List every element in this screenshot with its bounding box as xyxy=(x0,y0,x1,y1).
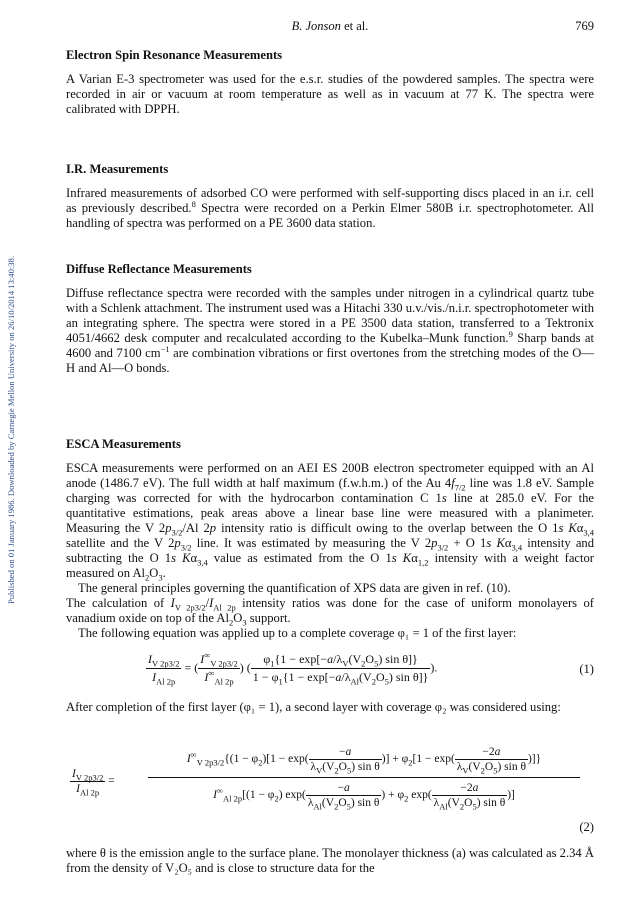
download-watermark xyxy=(4,60,18,800)
section-heading: ESCA Measurements xyxy=(66,437,181,451)
equation-2-denominator: $I^\infty_{Al 2p}[(1 - \varphi_2)$ exp( $\frac{-a}{\lambda_{Al}(V_2O_5) \sin \theta}$ ) + $\varphi_2$ exp( $\frac{-2a}{\lambda_{Al}(V_2O_5) \sin \theta}$ )] xyxy=(213,782,515,812)
running-header xyxy=(66,19,594,35)
section-esca xyxy=(66,437,594,641)
esca-paragraph-5: After completion of the first layer (φ₁ = 1), a second layer with coverage φ₂ was considered using: xyxy=(66,700,561,714)
esca-paragraph-6: where θ is the emission angle to the surface plane. The monolayer thickness (a) was calculated as 2.34 Å from the density of V₂O₅ and is close to structure data for the xyxy=(66,846,594,875)
esca-paragraph-4: The following equation was applied up to a complete coverage φ₁ = 1 of the first layer: xyxy=(78,626,517,640)
running-header-authors: B. Jonson et al. xyxy=(291,19,369,33)
reference-marker: 9 xyxy=(508,328,513,339)
equation-2-lhs: $\frac{I_{V 2p3/2}}{I_{Al 2p}}$ = xyxy=(72,768,115,798)
esca-final xyxy=(66,846,594,876)
section-heading: I.R. Measurements xyxy=(66,162,169,176)
esca-paragraph-1: ESCA measurements were performed on an AEI ES 200B electron spectrometer equipped with an Al anode (1486.7 eV). The full width at half maximum (f.w.h.m.) of the Au $4f_{7/2}$ line was 1.8 eV. Sample charging was corrected for with the hydrocarbon contamination C 1s line at 285.0 eV. For the quantitative estimations, peak areas above a linear base line were measured with a planimeter. Measuring the V $2p_{3/2}/Al$ 2p intensity ratio is difficult owing to the overlap between the O 1s $K\alpha_{3,4}$ satellite and the V $2p_{3/2}$ line. It was estimated by measuring the V $2p_{3/2} + O$ 1s $K\alpha_{3,4}$ intensity and subtracting the O 1s $K\alpha_{3,4}$ value as estimated from the O 1s $K\alpha_{1,2}$ intensity with a weight factor measured on $Al_2O_3$. xyxy=(66,461,595,583)
section-diffuse-reflectance xyxy=(66,262,594,376)
page-number: 769 xyxy=(575,19,594,33)
section-esr xyxy=(66,48,594,117)
equation-2-number: (2) xyxy=(579,820,594,834)
section-heading: Diffuse Reflectance Measurements xyxy=(66,262,252,276)
watermark-text: Published on 01 January 1986. Downloaded by Carnegie Mellon University on 26/10/2014 13:40:38. xyxy=(6,255,16,605)
equation-2 xyxy=(66,740,594,840)
equation-2-fraction xyxy=(148,746,580,812)
section-body: A Varian E-3 spectrometer was used for the e.s.r. studies of the powdered samples. The spectra were recorded in air or vacuum at room temperature as well as in vacuum at 77 K. The spectra were calibrated with DPPH. xyxy=(66,72,594,116)
equation-1-body: $\frac{I_{V 2p3/2}}{I_{Al 2p}}$ = ( $\frac{I^\infty_{V 2p3/2}}{I^\infty_{Al 2p}}$ ) ( $\frac{\varphi_1\{1 - \exp[-a/\lambda_V(V_2O_5) \sin \theta]\}}{1 - \varphi_1\{1 - \exp[-a/\lambda_{Al}(V_2O_5) \sin \theta]\}}$ ). xyxy=(148,650,438,687)
esca-paragraph-3: The calculation of $I_{V 2p3/2}/I_{Al 2p}$ intensity ratios was done for the case of uniform monolayers of vanadium oxide on top of the $Al_2O_3$ support. xyxy=(66,596,594,628)
equation-1-number: (1) xyxy=(579,662,594,676)
equation-2-numerator: $I^\infty_{V 2p3/2}\{(1 - \varphi_2)[1 - \exp$( $\frac{-a}{\lambda_V(V_2O_5) \sin \theta}$ )] + $\varphi_2[1 - \exp$( $\frac{-2a}{\lambda_V(V_2O_5) \sin \theta}$ )]} xyxy=(148,746,580,778)
section-body: Diffuse reflectance spectra were recorded with the samples under nitrogen in a cylindrical quartz tube with a Schlenk attachment. The instrument used was a Hitachi 330 u.v./vis./n.i.r. spectrophotometer with an integrating sphere. The spectra were stored in a PE 3500 data station, transferred to a Tektronix 4051/4662 desk computer and recalculated according to the Kubelka–Munk function.$^9$ Sharp bands at 4600 and 7100 $cm^{-1}$ are combination vibrations or first overtones from the stretching modes of the O—H and Al—O bonds. xyxy=(66,286,595,375)
esca-continuation xyxy=(66,700,594,715)
section-heading: Electron Spin Resonance Measurements xyxy=(66,48,283,62)
section-ir xyxy=(66,162,594,231)
reference-marker: 8 xyxy=(191,198,196,209)
esca-paragraph-2: The general principles governing the quantification of XPS data are given in ref. (10). xyxy=(78,581,511,595)
equation-1 xyxy=(66,652,594,692)
section-body: Infrared measurements of adsorbed CO were performed with self-supporting discs placed in an i.r. cell as previously described.$^8$ Spectra were recorded on a Perkin Elmer 580B i.r. spectrophotometer. All handling of spectra was performed on a PE 3600 data station. xyxy=(66,186,595,230)
